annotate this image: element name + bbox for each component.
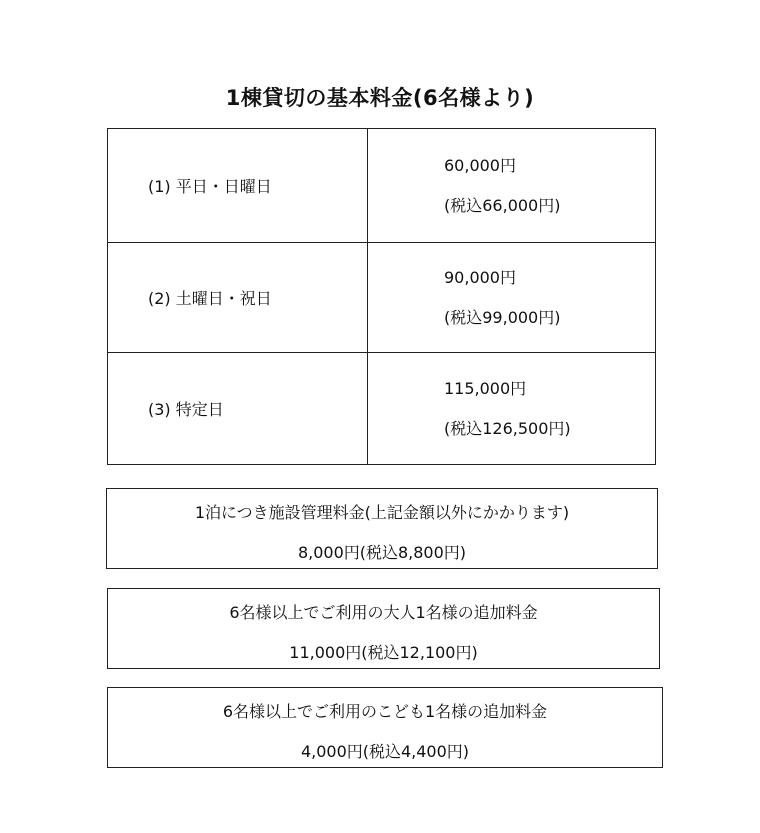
adult-fee-amount: 11,000円(税込12,100円) xyxy=(289,643,478,662)
child-fee-heading: 6名様以上でご利用のこども1名様の追加料金 xyxy=(222,702,548,721)
page-title: 1棟貸切の基本料金(6名様より) xyxy=(225,86,535,110)
rate-table xyxy=(107,128,656,465)
table-row xyxy=(108,353,656,465)
adult-fee-heading: 6名様以上でご利用の大人1名様の追加料金 xyxy=(229,603,538,622)
rate-price-cell xyxy=(368,353,656,465)
rate-price-cell xyxy=(368,129,656,243)
rate-label: (2) 土曜日・祝日 xyxy=(108,243,368,353)
adult-fee-box xyxy=(107,588,660,669)
rate-tax-price: (税込99,000円) xyxy=(444,307,561,327)
facility-fee-box xyxy=(106,488,658,569)
rate-tax-price: (税込126,500円) xyxy=(444,418,571,438)
rate-label: (3) 特定日 xyxy=(108,353,368,465)
rate-price-cell xyxy=(368,243,656,353)
facility-fee-amount: 8,000円(税込8,800円) xyxy=(297,543,467,562)
facility-fee-heading: 1泊につき施設管理料金(上記金額以外にかかります) xyxy=(194,503,570,522)
rate-price: 115,000円 xyxy=(444,378,527,398)
child-fee-amount: 4,000円(税込4,400円) xyxy=(300,742,470,761)
rate-label: (1) 平日・日曜日 xyxy=(108,129,368,243)
rate-price: 60,000円 xyxy=(444,155,516,175)
child-fee-box xyxy=(107,687,663,768)
rate-price: 90,000円 xyxy=(444,267,516,287)
table-row xyxy=(108,129,656,243)
table-row xyxy=(108,243,656,353)
rate-tax-price: (税込66,000円) xyxy=(444,195,561,215)
